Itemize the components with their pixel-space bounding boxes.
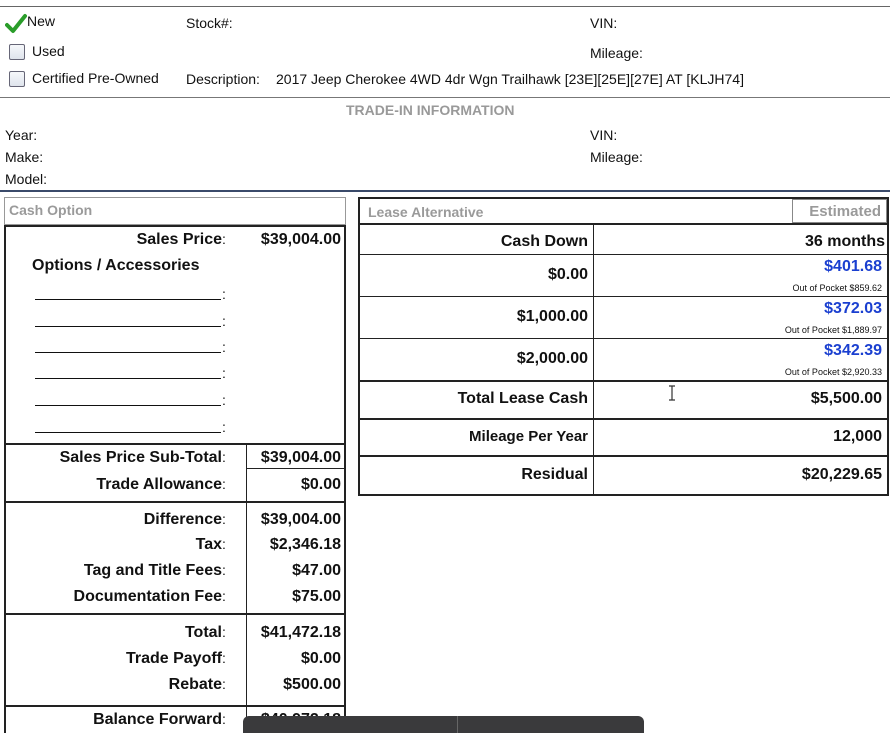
difference-value: $39,004.00	[260, 511, 341, 528]
lease-oop-3: Out of Pocket $2,920.33	[784, 367, 882, 377]
cash-option-header-box	[4, 197, 346, 225]
mileage-per-year-label: Mileage Per Year	[469, 428, 588, 445]
cpo-checkbox[interactable]	[9, 71, 25, 87]
total-value: $41,472.18	[260, 624, 341, 641]
difference-label: Difference	[143, 511, 222, 528]
total-label: Total	[184, 624, 222, 641]
subtotal-value: $39,004.00	[260, 449, 341, 466]
sales-price-value: $39,004.00	[260, 231, 341, 248]
rebate-value: $500.00	[283, 676, 341, 693]
estimated-label: Estimated	[809, 203, 881, 220]
tax-value: $2,346.18	[269, 536, 341, 553]
description-label: Description:	[186, 71, 260, 87]
residual-value: $20,229.65	[801, 466, 882, 483]
trade-mileage-label: Mileage:	[590, 149, 643, 165]
toolbar-divider	[457, 716, 458, 733]
mileage-per-year-value: 12,000	[833, 428, 882, 445]
total-lease-cash-label: Total Lease Cash	[457, 390, 588, 407]
trade-year-label: Year:	[5, 127, 38, 143]
top-rule	[0, 6, 890, 7]
used-checkbox[interactable]	[9, 44, 25, 60]
option-line-1[interactable]	[35, 299, 221, 300]
trade-payoff-label: Trade Payoff	[125, 650, 222, 667]
trade-in-title: TRADE-IN INFORMATION	[346, 102, 515, 118]
vin-label: VIN:	[590, 15, 618, 31]
residual-label: Residual	[521, 466, 588, 483]
trade-vin-label: VIN:	[590, 127, 618, 143]
lease-down-2: $1,000.00	[516, 308, 588, 325]
checkmark-icon[interactable]	[5, 13, 27, 35]
lease-payment-1: $401.68	[824, 258, 882, 275]
cash-sep-2	[4, 501, 346, 503]
trade-allowance-label: Trade Allowance	[96, 476, 222, 493]
lease-payment-3: $342.39	[824, 342, 882, 359]
tax-label: Tax	[195, 536, 222, 553]
section-divider	[0, 190, 890, 192]
text-cursor-icon	[667, 385, 677, 401]
option-line-5[interactable]	[35, 405, 221, 406]
estimated-badge	[792, 199, 887, 223]
trade-payoff-value: $0.00	[300, 650, 341, 667]
lease-down-3: $2,000.00	[516, 350, 588, 367]
balance-label: Balance Forward	[93, 711, 222, 728]
options-label: Options / Accessories	[32, 257, 200, 274]
trade-model-label: Model:	[5, 171, 48, 187]
option-line-6[interactable]	[35, 432, 221, 433]
doc-fee-value: $75.00	[292, 588, 341, 605]
mileage-label: Mileage:	[590, 45, 643, 61]
lease-oop-1: Out of Pocket $859.62	[792, 283, 882, 293]
overlay-toolbar[interactable]	[243, 716, 644, 733]
cash-option-title: Cash Option	[9, 202, 93, 218]
cash-down-header: Cash Down	[500, 233, 588, 250]
description-value: 2017 Jeep Cherokee 4WD 4dr Wgn Trailhawk [23E][25E][27E] AT [KLJH74]	[276, 71, 744, 87]
used-label: Used	[32, 43, 65, 59]
option-line-4[interactable]	[35, 378, 221, 379]
option-line-3[interactable]	[35, 352, 221, 353]
cash-sep-3	[4, 613, 346, 615]
trade-in-rule	[0, 97, 890, 98]
option-line-2[interactable]	[35, 326, 221, 327]
lease-payment-2: $372.03	[824, 300, 882, 317]
doc-fee-label: Documentation Fee	[73, 588, 222, 605]
cpo-label: Certified Pre-Owned	[32, 70, 159, 86]
lease-down-1: $0.00	[547, 266, 588, 283]
cash-sep-4	[4, 705, 346, 707]
stock-label: Stock#:	[186, 15, 233, 31]
lease-title: Lease Alternative	[368, 204, 484, 220]
new-label: New	[27, 13, 56, 29]
rebate-label: Rebate	[168, 676, 222, 693]
term-header: 36 months	[804, 233, 885, 250]
trade-make-label: Make:	[5, 149, 44, 165]
subtotal-label: Sales Price Sub-Total	[59, 449, 222, 466]
tag-title-label: Tag and Title Fees	[83, 562, 222, 579]
sales-price-label: Sales Price	[136, 231, 222, 248]
total-lease-cash-value: $5,500.00	[810, 390, 882, 407]
cash-sep-1	[4, 443, 346, 445]
lease-oop-2: Out of Pocket $1,889.97	[784, 325, 882, 335]
trade-allowance-value: $0.00	[300, 476, 341, 493]
tag-title-value: $47.00	[292, 562, 341, 579]
